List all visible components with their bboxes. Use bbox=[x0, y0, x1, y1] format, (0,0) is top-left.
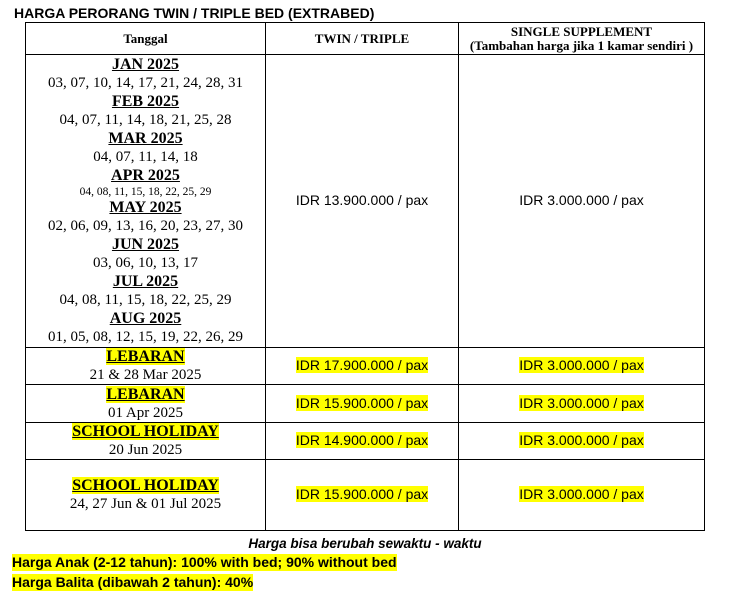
special-dates-cell bbox=[26, 460, 266, 531]
event-date: 21 & 28 Mar 2025 bbox=[89, 367, 202, 383]
single-price: IDR 3.000.000 / pax bbox=[519, 432, 644, 448]
special-single-price-cell bbox=[459, 385, 705, 423]
event-date: 01 Apr 2025 bbox=[108, 404, 183, 421]
event-name: LEBARAN bbox=[106, 385, 185, 403]
single-price: IDR 3.000.000 / pax bbox=[519, 357, 644, 373]
special-twin-price-cell bbox=[266, 460, 459, 531]
header-twin-triple: TWIN / TRIPLE bbox=[266, 23, 459, 55]
price-change-note: Harga bisa berubah sewaktu - waktu bbox=[248, 536, 482, 551]
twin-price: IDR 14.900.000 / pax bbox=[295, 432, 429, 448]
price-table bbox=[25, 22, 705, 531]
month-name: FEB 2025 bbox=[111, 92, 180, 110]
single-price: IDR 3.000.000 / pax bbox=[519, 486, 644, 502]
table-row-regular bbox=[26, 55, 705, 348]
month-name: JUN 2025 bbox=[111, 235, 180, 253]
regular-single-price-cell bbox=[459, 55, 705, 348]
month-name: MAY 2025 bbox=[109, 198, 182, 216]
event-date: 24, 27 Jun & 01 Jul 2025 bbox=[69, 496, 222, 512]
special-dates-cell bbox=[26, 348, 266, 385]
table-row-special bbox=[26, 348, 705, 385]
table-row-special bbox=[26, 460, 705, 531]
month-dates: 03, 06, 10, 13, 17 bbox=[93, 254, 198, 271]
regular-twin-price-cell bbox=[266, 55, 459, 348]
special-single-price-cell bbox=[459, 348, 705, 385]
table-row-special bbox=[26, 423, 705, 460]
special-twin-price-cell bbox=[266, 348, 459, 385]
special-single-price-cell bbox=[459, 460, 705, 531]
page-title: HARGA PERORANG TWIN / TRIPLE BED (EXTRABED) bbox=[14, 5, 375, 21]
month-dates: 02, 06, 09, 13, 16, 20, 23, 27, 30 bbox=[48, 217, 243, 234]
table-row-special bbox=[26, 385, 705, 423]
child-price-note: Harga Anak (2-12 tahun): 100% with bed; 90% without bed bbox=[12, 554, 397, 570]
twin-price: IDR 15.900.000 / pax bbox=[295, 486, 429, 502]
month-name: MAR 2025 bbox=[108, 129, 183, 147]
special-single-price-cell bbox=[459, 423, 705, 460]
twin-price: IDR 13.900.000 / pax bbox=[295, 192, 429, 208]
single-price: IDR 3.000.000 / pax bbox=[519, 394, 644, 411]
month-dates: 04, 08, 11, 15, 18, 22, 25, 29 bbox=[59, 291, 232, 308]
event-name: LEBARAN bbox=[106, 348, 185, 365]
event-date: 20 Jun 2025 bbox=[108, 442, 183, 458]
month-name: APR 2025 bbox=[111, 166, 180, 184]
table-header-row bbox=[26, 23, 705, 55]
header-tanggal: Tanggal bbox=[26, 23, 266, 55]
special-twin-price-cell bbox=[266, 423, 459, 460]
twin-price: IDR 15.900.000 / pax bbox=[295, 394, 429, 411]
event-name: SCHOOL HOLIDAY bbox=[72, 477, 219, 494]
header-single-title: SINGLE SUPPLEMENT bbox=[510, 23, 653, 39]
month-dates: 04, 07, 11, 14, 18, 21, 25, 28 bbox=[59, 111, 232, 128]
header-single-subtitle: (Tambahan harga jika 1 kamar sendiri ) bbox=[469, 37, 694, 53]
month-name: JUL 2025 bbox=[112, 272, 179, 290]
month-dates: 01, 05, 08, 12, 15, 19, 22, 26, 29 bbox=[48, 328, 243, 345]
month-dates: 03, 07, 10, 14, 17, 21, 24, 28, 31 bbox=[48, 74, 243, 91]
month-dates: 04, 07, 11, 14, 18 bbox=[93, 148, 198, 165]
month-name: AUG 2025 bbox=[109, 309, 182, 327]
special-dates-cell bbox=[26, 423, 266, 460]
infant-price-note: Harga Balita (dibawah 2 tahun): 40% bbox=[12, 574, 254, 590]
month-name: JAN 2025 bbox=[111, 55, 180, 73]
month-dates: 04, 08, 11, 15, 18, 22, 25, 29 bbox=[79, 185, 212, 198]
event-name: SCHOOL HOLIDAY bbox=[72, 423, 219, 440]
special-twin-price-cell bbox=[266, 385, 459, 423]
header-single-supplement bbox=[459, 23, 705, 55]
special-dates-cell bbox=[26, 385, 266, 423]
regular-dates-cell bbox=[26, 55, 266, 348]
single-price: IDR 3.000.000 / pax bbox=[519, 192, 644, 208]
twin-price: IDR 17.900.000 / pax bbox=[295, 357, 429, 373]
